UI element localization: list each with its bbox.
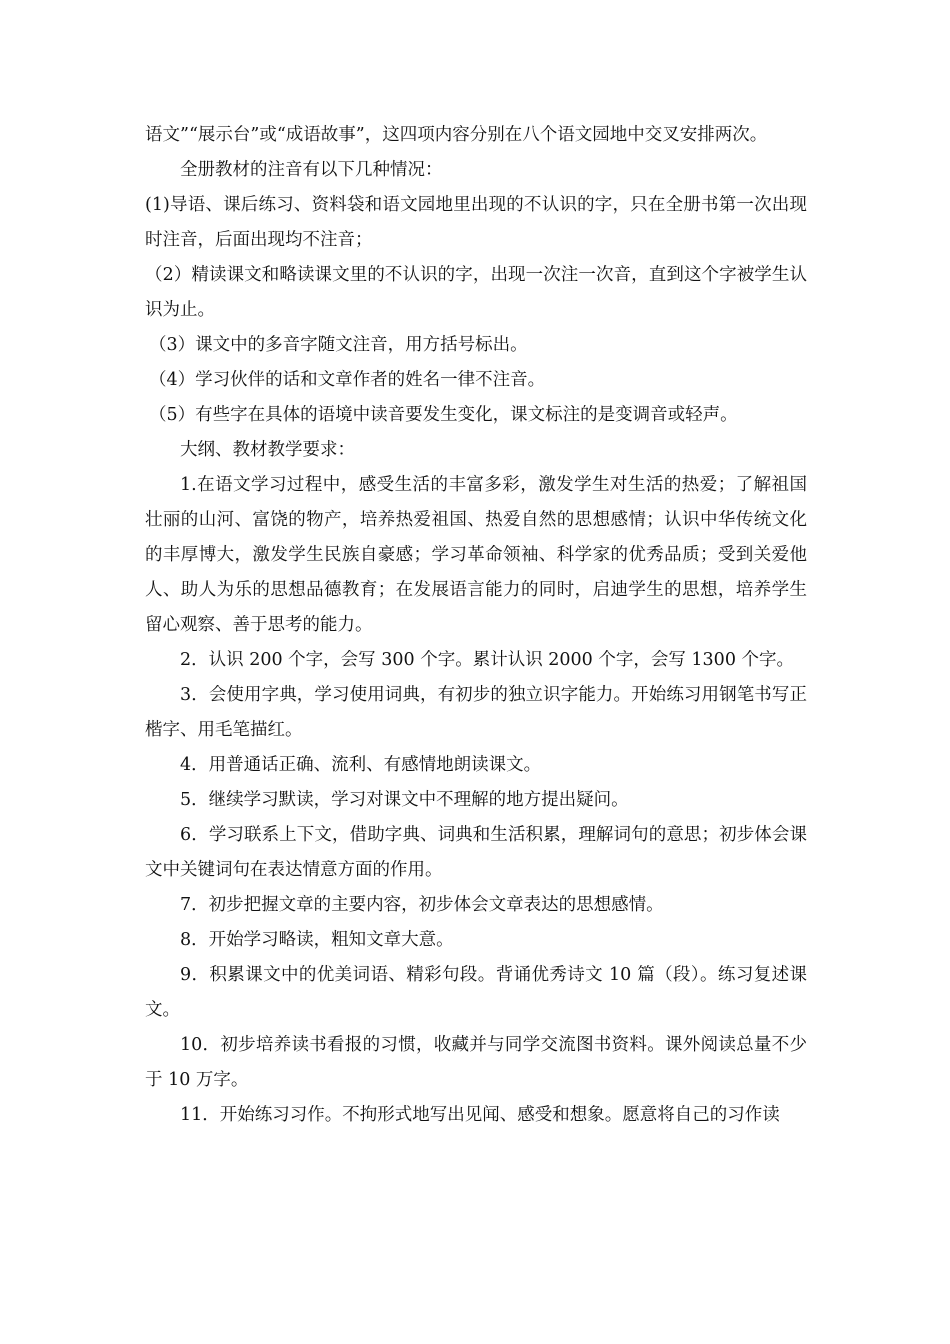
- paragraph-6: （4）学习伙伴的话和文章作者的姓名一律不注音。: [149, 370, 546, 390]
- paragraph-10: 2．认识 200 个字，会写 300 个字。累计认识 2000 个字，会写 1300 个字。: [180, 650, 795, 670]
- paragraph-12: 4．用普通话正确、流利、有感情地朗读课文。: [180, 755, 542, 775]
- paragraph-13: 5．继续学习默读，学习对课文中不理解的地方提出疑问。: [180, 790, 629, 810]
- paragraph-18: 10．初步培养读书看报的习惯，收藏并与同学交流图书资料。课外阅读总量不少于 10 万字。: [145, 1035, 807, 1090]
- paragraph-7: （5）有些字在具体的语境中读音要发生变化，课文标注的是变调音或轻声。: [149, 405, 738, 425]
- document-body: [145, 118, 807, 1133]
- paragraph-9: 1.在语文学习过程中，感受生活的丰富多彩，激发学生对生活的热爱；了解祖国壮丽的山河、富饶的物产，培养热爱祖国、热爱自然的思想感情；认识中华传统文化的丰厚博大，激发学生民族自豪感；学习革命领袖、科学家的优秀品质；受到关爱他人、助人为乐的思想品德教育；在发展语言能力的同时，启迪学生的思想，培养学生留心观察、善于思考的能力。: [145, 475, 807, 635]
- paragraph-15: 7．初步把握文章的主要内容，初步体会文章表达的思想感情。: [180, 895, 664, 915]
- paragraph-16: 8．开始学习略读，粗知文章大意。: [180, 930, 454, 950]
- paragraph-17: 9．积累课文中的优美词语、精彩句段。背诵优秀诗文 10 篇（段）。练习复述课文。: [145, 965, 807, 1020]
- paragraph-2: 全册教材的注音有以下几种情况：: [180, 160, 443, 180]
- paragraph-14: 6．学习联系上下文，借助字典、词典和生活积累，理解词句的意思；初步体会课文中关键词句在表达情意方面的作用。: [145, 825, 807, 880]
- paragraph-4: （2）精读课文和略读课文里的不认识的字，出现一次注一次音，直到这个字被学生认识为止。: [145, 265, 807, 320]
- paragraph-5: （3）课文中的多音字随文注音，用方括号标出。: [149, 335, 528, 355]
- paragraph-3: (1)导语、课后练习、资料袋和语文园地里出现的不认识的字，只在全册书第一次出现时注音，后面出现均不注音；: [145, 195, 807, 250]
- paragraph-1: 语文”“展示台”或“成语故事”，这四项内容分别在八个语文园地中交叉安排两次。: [145, 125, 768, 145]
- paragraph-19: 11．开始练习习作。不拘形式地写出见闻、感受和想象。愿意将自己的习作读: [180, 1105, 780, 1125]
- paragraph-11: 3．会使用字典，学习使用词典，有初步的独立识字能力。开始练习用钢笔书写正楷字、用毛笔描红。: [145, 685, 807, 740]
- paragraph-8: 大纲、教材教学要求：: [180, 440, 355, 460]
